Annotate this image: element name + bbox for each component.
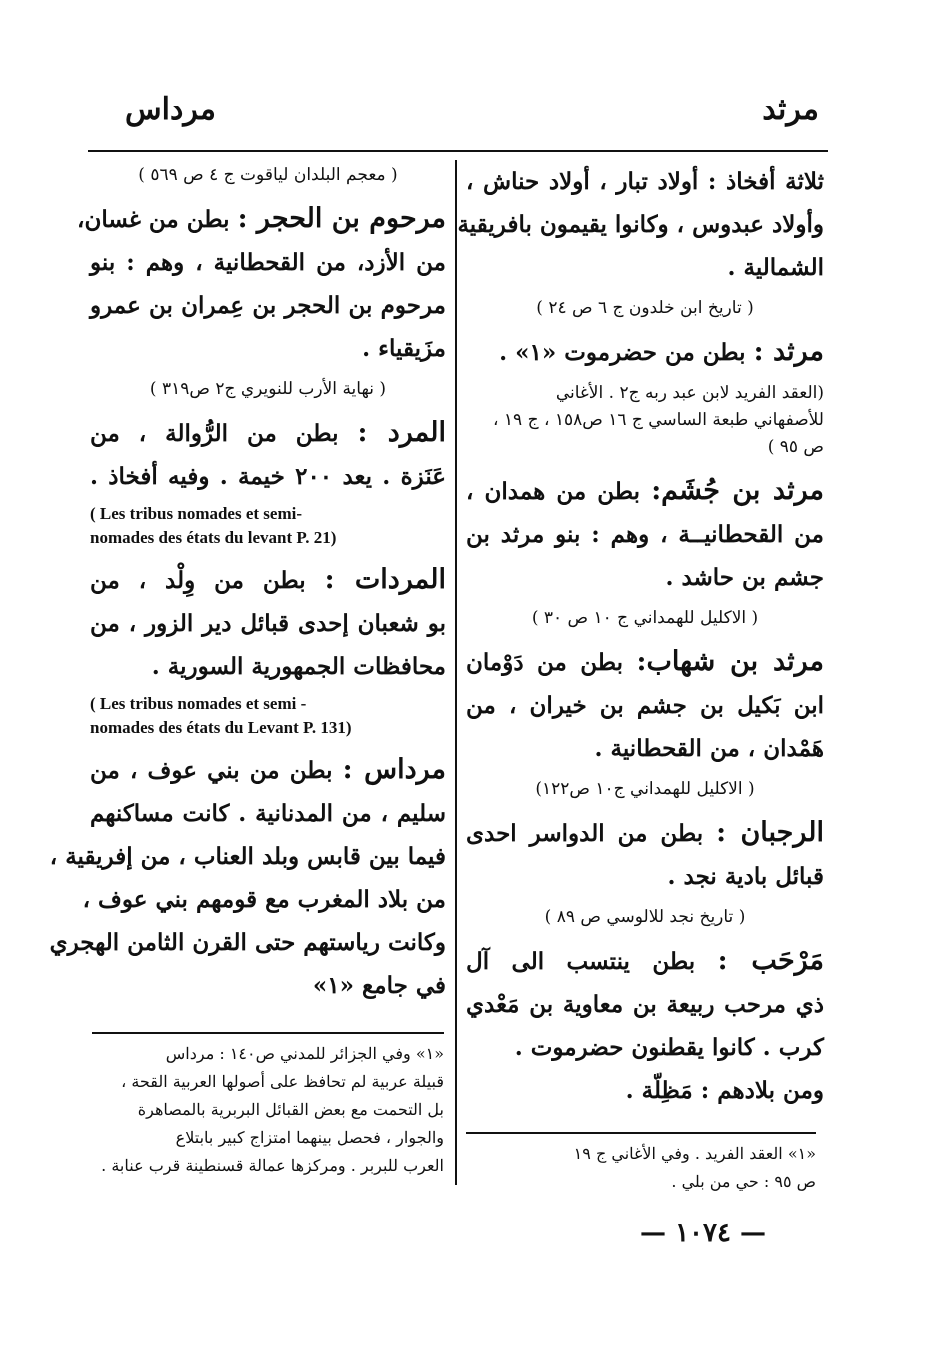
source-citation-french: ( Les tribus nomades et semi- bbox=[90, 504, 303, 523]
body-line: قبائل بادية نجد . bbox=[667, 863, 824, 890]
right-column bbox=[457, 160, 824, 1112]
footnote-line: بل التحمت مع بعض القبائل البربرية بالمصاهرة bbox=[137, 1100, 444, 1119]
entry-text: بطن من وِلْد ، من bbox=[90, 567, 306, 594]
source-citation: ( نهاية الأرب للنويري ج٢ ص٣١٩ ) bbox=[149, 379, 387, 399]
body-line: ابن بَكيل بن جشم بن خيران ، من bbox=[466, 692, 824, 719]
footnote-rule-left bbox=[92, 1032, 444, 1034]
body-line: من الأزد، من القحطانية ، وهم : بنو bbox=[90, 249, 446, 276]
source-citation: ( معجم البلدان لياقوت ج ٤ ص ٥٦٩ ) bbox=[138, 165, 398, 185]
entry-line bbox=[466, 640, 824, 684]
entry-text: بطن من دَوْمان bbox=[466, 649, 624, 676]
entry-head: المرد : bbox=[357, 417, 447, 448]
entry-text: بطن من الدواسر احدى bbox=[466, 820, 704, 847]
running-header-right: مرثد bbox=[762, 92, 819, 127]
entry-head: مرحوم بن الحجر : bbox=[237, 203, 446, 234]
entry-text: بطن ينتسب الى آل bbox=[466, 948, 696, 975]
body-line: وكانت رياستهم حتى القرن الثامن الهجري bbox=[49, 929, 446, 956]
entry-line bbox=[466, 469, 824, 513]
body-line: في جامع «١» bbox=[312, 972, 446, 999]
entry-head: مرداس : bbox=[342, 754, 446, 785]
body-line: محافظات الجمهورية السورية . bbox=[151, 653, 446, 680]
entry-head: مرثد بن جُشَم: bbox=[651, 475, 824, 506]
body-line: ثلاثة أفخاذ : أولاد تبار ، أولاد حناش ، bbox=[466, 168, 824, 195]
entry-line bbox=[90, 411, 446, 455]
footnote-line: والجوار ، فحصل بينهما امتزاج كبير بابتلاع bbox=[175, 1128, 444, 1147]
footnote-line: «١» وفي الجزائر للمدني ص١٤٠ : مرداس bbox=[165, 1044, 444, 1063]
body-line: فيما بين قابس وبلد العناب ، من إفريقية ، bbox=[49, 843, 446, 870]
entry-head: مَرْحَب : bbox=[717, 945, 824, 976]
body-line: وأولاد عبدوس ، وكانوا يقيمون بافريقية bbox=[457, 211, 824, 238]
running-header-left: مرداس bbox=[125, 92, 216, 127]
footnote-line: العرب للبربر . ومركزها عمالة قسنطينة قرب عنابة . bbox=[101, 1156, 444, 1175]
source-citation: للأصفهاني طبعة الساسي ج ١٦ ص١٥٨ ، ج ١٩ ، bbox=[493, 410, 824, 430]
body-line: مزَيقياء . bbox=[362, 335, 446, 362]
entry-head: المردات : bbox=[324, 564, 447, 595]
body-line: سليم ، من المدنانية . كانت مساكنهم bbox=[90, 800, 446, 827]
body-line: من بلاد المغرب مع قومهم بني عوف ، bbox=[82, 886, 446, 913]
source-citation: ( تاريخ ابن خلدون ج ٦ ص ٢٤ ) bbox=[536, 298, 754, 318]
source-citation: ( الاكليل للهمداني ج ١٠ ص ٣٠ ) bbox=[531, 608, 759, 628]
entry-line bbox=[466, 330, 824, 374]
source-citation-french: nomades des états du Levant P. 131) bbox=[90, 718, 352, 737]
entry-line bbox=[77, 197, 446, 241]
body-line: الشمالية . bbox=[727, 254, 824, 281]
left-column bbox=[49, 160, 447, 1007]
body-line: جشم بن حاشد . bbox=[665, 564, 824, 591]
entry-text: بطن من حضرموت «١» . bbox=[499, 339, 746, 366]
body-line: ومن بلادهم : مَظِلّة . bbox=[625, 1077, 824, 1104]
entry-line bbox=[90, 558, 446, 602]
body-line: عَنَزة . يعد ٢٠٠ خيمة . وفيه أفخاذ . bbox=[90, 463, 446, 490]
entry-head: مرثد بن شهاب: bbox=[636, 646, 824, 677]
footnote-left bbox=[92, 1040, 444, 1180]
entry-text: بطن من غسان، bbox=[77, 206, 230, 233]
entry-text: بطن من همدان ، bbox=[466, 478, 641, 505]
body-line: من القحطانيــة ، وهم : بنو مرثد بن bbox=[466, 521, 824, 548]
footnote-line: ص ٩٥ : حي من بلي . bbox=[671, 1172, 816, 1191]
source-citation: ( تاريخ نجد للالوسي ص ٨٩ ) bbox=[544, 907, 746, 927]
body-line: كرب . كانوا يقطنون حضرموت . bbox=[514, 1034, 824, 1061]
entry-text: بطن من بني عوف ، من bbox=[90, 757, 333, 784]
footnote-right bbox=[466, 1140, 816, 1196]
source-citation-french: nomades des états du levant P. 21) bbox=[90, 528, 337, 547]
entry-head: مرثد : bbox=[753, 336, 824, 367]
source-citation: ص ٩٥ ) bbox=[767, 437, 824, 457]
footnote-rule-right bbox=[466, 1132, 816, 1134]
source-citation: ( الاكليل للهمداني ج١٠ ص١٢٢) bbox=[535, 779, 755, 799]
body-line: ذي مرحب ربيعة بن معاوية بن مَعْدي bbox=[466, 991, 824, 1018]
entry-text: بطن من الرُّوالة ، من bbox=[90, 420, 339, 447]
body-line: هَمْدان ، من القحطانية . bbox=[594, 735, 824, 762]
body-line: بو شعبان إحدى قبائل دير الزور ، من bbox=[90, 610, 446, 637]
page-number: — ١٠٧٤ — bbox=[640, 1218, 766, 1248]
entry-line bbox=[90, 748, 446, 792]
body-line: مرحوم بن الحجر بن عِمران بن عمرو bbox=[90, 292, 446, 319]
source-citation: (العقد الفريد لابن عبد ربه ج٢ . الأغاني bbox=[555, 383, 824, 403]
source-citation-french: ( Les tribus nomades et semi - bbox=[90, 694, 307, 713]
entry-line bbox=[466, 811, 824, 855]
footnote-line: «١» العقد الفريد . وفي الأغاني ج ١٩ bbox=[573, 1144, 816, 1163]
footnote-line: قبيلة عربية لم تحافظ على أصولها العربية القحة ، bbox=[121, 1072, 444, 1091]
entry-head: الرجبان : bbox=[716, 817, 824, 848]
entry-line bbox=[466, 939, 824, 983]
header-rule bbox=[88, 150, 828, 152]
column-divider bbox=[455, 160, 457, 1185]
